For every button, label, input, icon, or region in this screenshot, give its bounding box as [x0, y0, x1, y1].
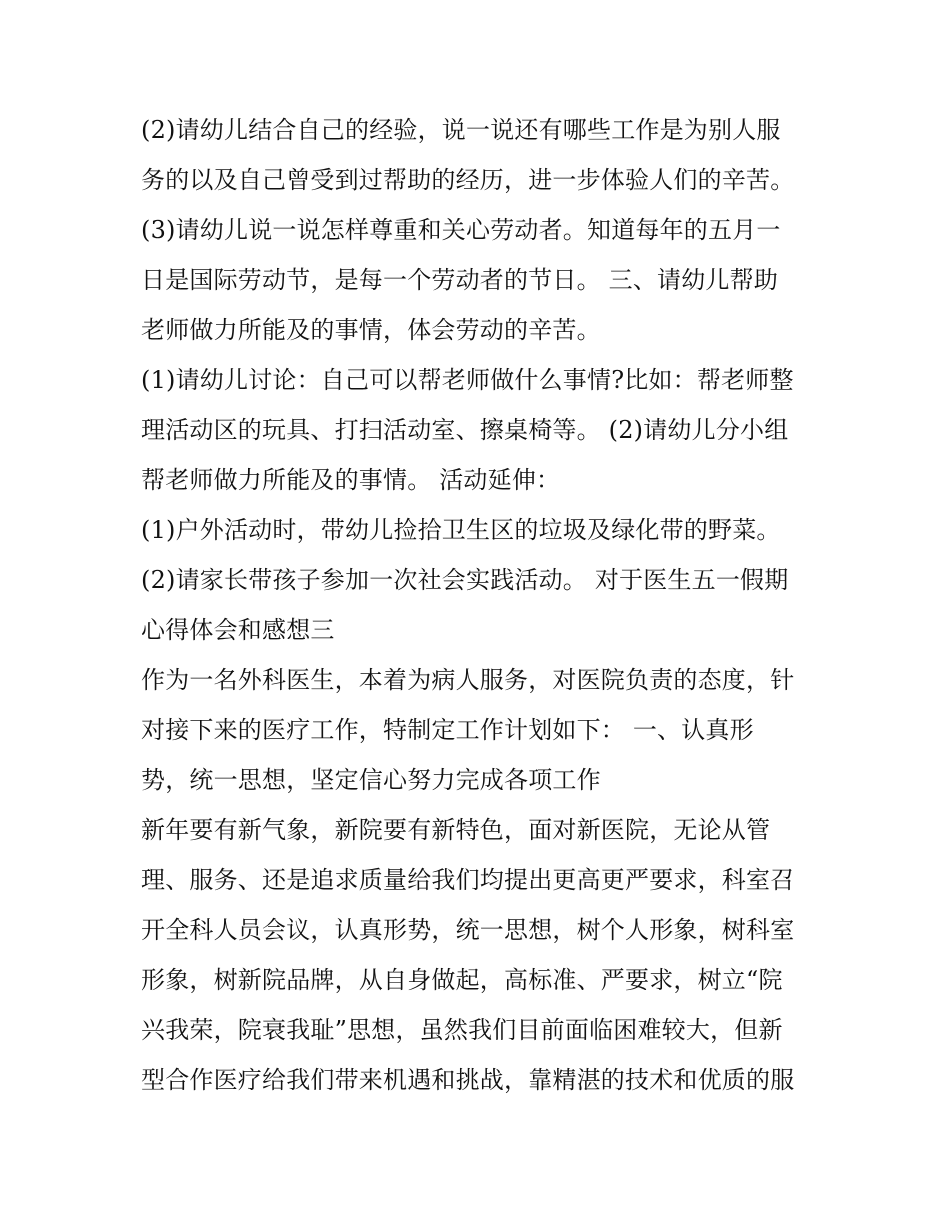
text-line: 势，统一思想，坚定信心努力完成各项工作 [141, 766, 601, 794]
text-line: 务的以及自己曾受到过帮助的经历，进一步体验人们的辛苦。 [141, 166, 795, 194]
text-line: 理、服务、还是追求质量给我们均提出更高更严要求，科室召 [141, 866, 795, 894]
text-line: 兴我荣，院衰我耻”思想，虽然我们目前面临困难较大，但新 [141, 1016, 783, 1044]
text-line: 型合作医疗给我们带来机遇和挑战，靠精湛的技术和优质的服 [141, 1066, 795, 1094]
text-line: (3)请幼儿说一说怎样尊重和关心劳动者。知道每年的五月一 [141, 216, 781, 244]
text-line: 帮老师做力所能及的事情。 活动延伸： [141, 466, 561, 494]
text-line: (2)请幼儿结合自己的经验，说一说还有哪些工作是为别人服 [141, 116, 781, 144]
text-line: 作为一名外科医生，本着为病人服务，对医院负责的态度，针 [141, 666, 795, 694]
text-line: (2)请家长带孩子参加一次社会实践活动。 对于医生五一假期 [141, 566, 789, 594]
text-line: 新年要有新气象，新院要有新特色，面对新医院，无论从管 [141, 816, 771, 844]
text-line: 日是国际劳动节，是每一个劳动者的节日。 三、请幼儿帮助 [141, 266, 779, 294]
text-line: 开全科人员会议，认真形势，统一思想，树个人形象，树科室 [141, 916, 795, 944]
text-line: 对接下来的医疗工作，特制定工作计划如下： 一、认真形 [141, 716, 754, 744]
text-line: 心得体会和感想三 [141, 616, 335, 644]
text-line: (1)请幼儿讨论：自己可以帮老师做什么事情?比如：帮老师整 [141, 366, 794, 394]
text-line: (1)户外活动时，带幼儿捡拾卫生区的垃圾及绿化带的野菜。 [141, 516, 781, 544]
text-line: 理活动区的玩具、打扫活动室、擦桌椅等。 (2)请幼儿分小组 [141, 416, 789, 444]
text-line: 形象，树新院品牌，从自身做起，高标准、严要求，树立“院 [141, 966, 783, 994]
text-line: 老师做力所能及的事情，体会劳动的辛苦。 [141, 316, 601, 344]
